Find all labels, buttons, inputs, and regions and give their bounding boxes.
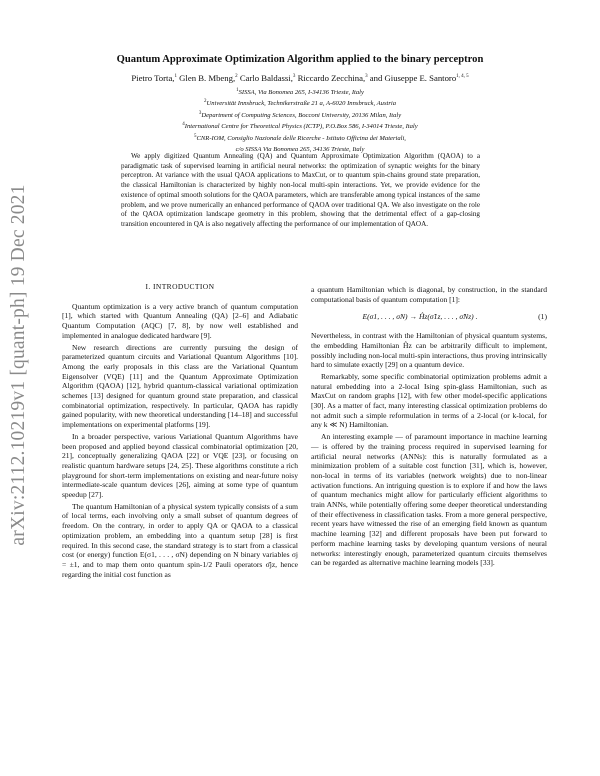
body-paragraph: Nevertheless, in contrast with the Hamiltonian of physical quantum systems, the embedding Hamiltonian Ĥz can be arbitrarily difficult to implement, possibly including non-local multi-spin interactions, thus proving intrinsically hard to simulate exactly [29] on a quantum device.	[311, 331, 547, 370]
author-name: Riccardo Zecchina,	[295, 73, 366, 83]
author-affil-mark: 2	[235, 74, 238, 80]
abstract-text: We apply digitized Quantum Annealing (QA) and Quantum Approximate Optimization Algorithm (QAOA) to a paradigmatic task of supervised learning in artificial neural networks: the optimization of synaptic weights for the binary perceptron. At variance with the usual QAOA applications to MaxCut, or to quantum spin-chains ground state preparation, the classical Hamiltonian is characterized by highly non-local multi-spin interactions. Yet, we provide evidence for the existence of optimal smooth solutions for the QAOA parameters, which are transferable among typical instances of the same problem, and we prove numerically an enhanced performance of QAOA over traditional QA. We also investigate on the role of the QAOA optimization landscape geometry in this problem, showing that the detrimental effect of a gap-closing transition encountered in QA is also negatively affecting the performance of our implementation of QAOA.	[121, 152, 480, 228]
body-paragraph: The quantum Hamiltonian of a physical system typically consists of a sum of local terms, each involving only a small subset of quantum degrees of freedom. On the contrary, in order to apply QA or QAOA to a classical optimization problem, an embedding into a quantum setup [28] is first required. In this second case, the standard strategy is to start from a classical cost (or energy) function E(σ1, . . . , σN) depending on N binary variables σj = ±1, and to map them onto quantum spin-1/2 Pauli operators σ̂jz, hence regarding the initial cost function as	[62, 501, 298, 579]
equation-number: (1)	[538, 312, 547, 322]
arxiv-stamp	[4, 150, 34, 580]
affiliation-line: $^5$CNR-IOM, Consiglio Nazionale delle Ricerche - Istituto Officina dei Materiali,	[194, 133, 406, 143]
body-paragraph: In a broader perspective, various Variational Quantum Algorithms have been proposed and applied beyond classical combinatorial optimization [20, 21], conceptually generalizing QAOA [22] or VQE [23], or focusing on realistic quantum hardware setups [24, 25]. These algorithms constitute a rich playground for short-term implementations on existing and near-future noisy intermediate-scale quantum devices [26], aiming at some type of quantum speedup [27].	[62, 431, 298, 500]
equation-1	[311, 312, 547, 322]
author-name: Glen B. Mbeng,	[176, 73, 236, 83]
affiliation-line: $^4$International Centre for Theoretical Physics (ICTP), P.O.Box 586, I-34014 Trieste, Italy	[182, 122, 418, 131]
affiliation-line: $^3$Department of Computing Sciences, Bocconi University, 20136 Milan, Italy	[198, 110, 402, 120]
left-column	[62, 282, 298, 581]
body-paragraph: Remarkably, some specific combinatorial optimization problems admit a natural embedding into a 2-local Ising spin-glass Hamiltonian, such as MaxCut on random graphs [12], with few other model-specific applications [30]. As a matter of fact, many interesting classical optimization problems do not admit such a simple reformulation in terms of a 2-local (or k-local, for any k ≪ N) Hamiltonian.	[311, 371, 547, 430]
paper-title: Quantum Approximate Optimization Algorithm applied to the binary perceptron	[116, 54, 484, 65]
author-name: Carlo Baldassi,	[237, 73, 293, 83]
author-name: Pietro Torta,	[131, 73, 175, 83]
author-list	[40, 73, 560, 83]
author-affil-mark: 1	[174, 74, 177, 80]
affiliation-list	[40, 86, 560, 155]
equation-body: E(σ1, . . . , σN) → Ĥz(σ̂1z, . . . , σ̂Nz) .	[362, 312, 478, 322]
body-paragraph: New research directions are currently pursuing the design of parameterized quantum circuits and Variational Quantum Algorithms [10]. Among the early proposals in this class are the Variational Quantum Eigensolver (VQE) [11] and the Quantum Approximate Optimization Algorithm (QAOA) [12], hybrid quantum-classical variational optimization schemes [13] designed for quantum ground state preparation, and classical combinatorial optimization, respectively. In particular, QAOA has rapidly gained popularity, with new theoretical understanding [14–18] and successful implementations on experimental platforms [19].	[62, 342, 298, 430]
author-affil-mark: 3	[365, 74, 368, 80]
arxiv-identifier: arXiv:2112.10219v1 [quant-ph] 19 Dec 2021	[8, 184, 29, 546]
right-column	[311, 285, 547, 570]
abstract	[121, 152, 480, 230]
section-heading-introduction: I. INTRODUCTION	[145, 282, 215, 291]
author-name: and Giuseppe E. Santoro	[367, 73, 457, 83]
affiliation-line: c/o SISSA Via Bonomea 265, 34136 Trieste, Italy	[235, 146, 365, 154]
affiliation-line: $^1$SISSA, Via Bonomea 265, I-34136 Trieste, Italy	[236, 88, 364, 97]
affiliation-line: $^2$Universität Innsbruck, Technikerstraße 21 a, A-6020 Innsbruck, Austria	[203, 99, 397, 108]
body-paragraph: Quantum optimization is a very active branch of quantum computation [1], which started with Quantum Annealing (QA) [2–6] and Adiabatic Quantum Computation (AQC) [7, 8], by now well established and implemented in analogue dedicated hardware [9].	[62, 301, 298, 340]
author-affil-mark: 3	[292, 74, 296, 80]
body-paragraph: a quantum Hamiltonian which is diagonal, by construction, in the standard computational basis of quantum computation [1]:	[311, 285, 547, 304]
author-affil-mark: 1, 4, 5	[456, 74, 469, 80]
body-paragraph: An interesting example — of paramount importance in machine learning— is offered by the training process required in supervised learning for artificial neural networks (ANNs): this is naturally formulated as a minimization problem of a suitable cost function [31], which is, however, non-local in terms of its variables (network weights) due to non-linear activation functions. An intriguing question is to explore if and how the laws of quantum mechanics might allow for particularly efficient algorithms to train ANNs, while potentially offering some deeper theoretical understanding of their effectiveness in classification tasks. From a more general perspective, recent years have witnessed the rise of an emerging field known as quantum machine learning [32] and different proposals have been put forward to perform machine learning tasks by developing quantum versions of neural networks: interestingly enough, parameterized quantum circuits themselves can be regarded as alternative machine learning models [33].	[311, 432, 547, 568]
